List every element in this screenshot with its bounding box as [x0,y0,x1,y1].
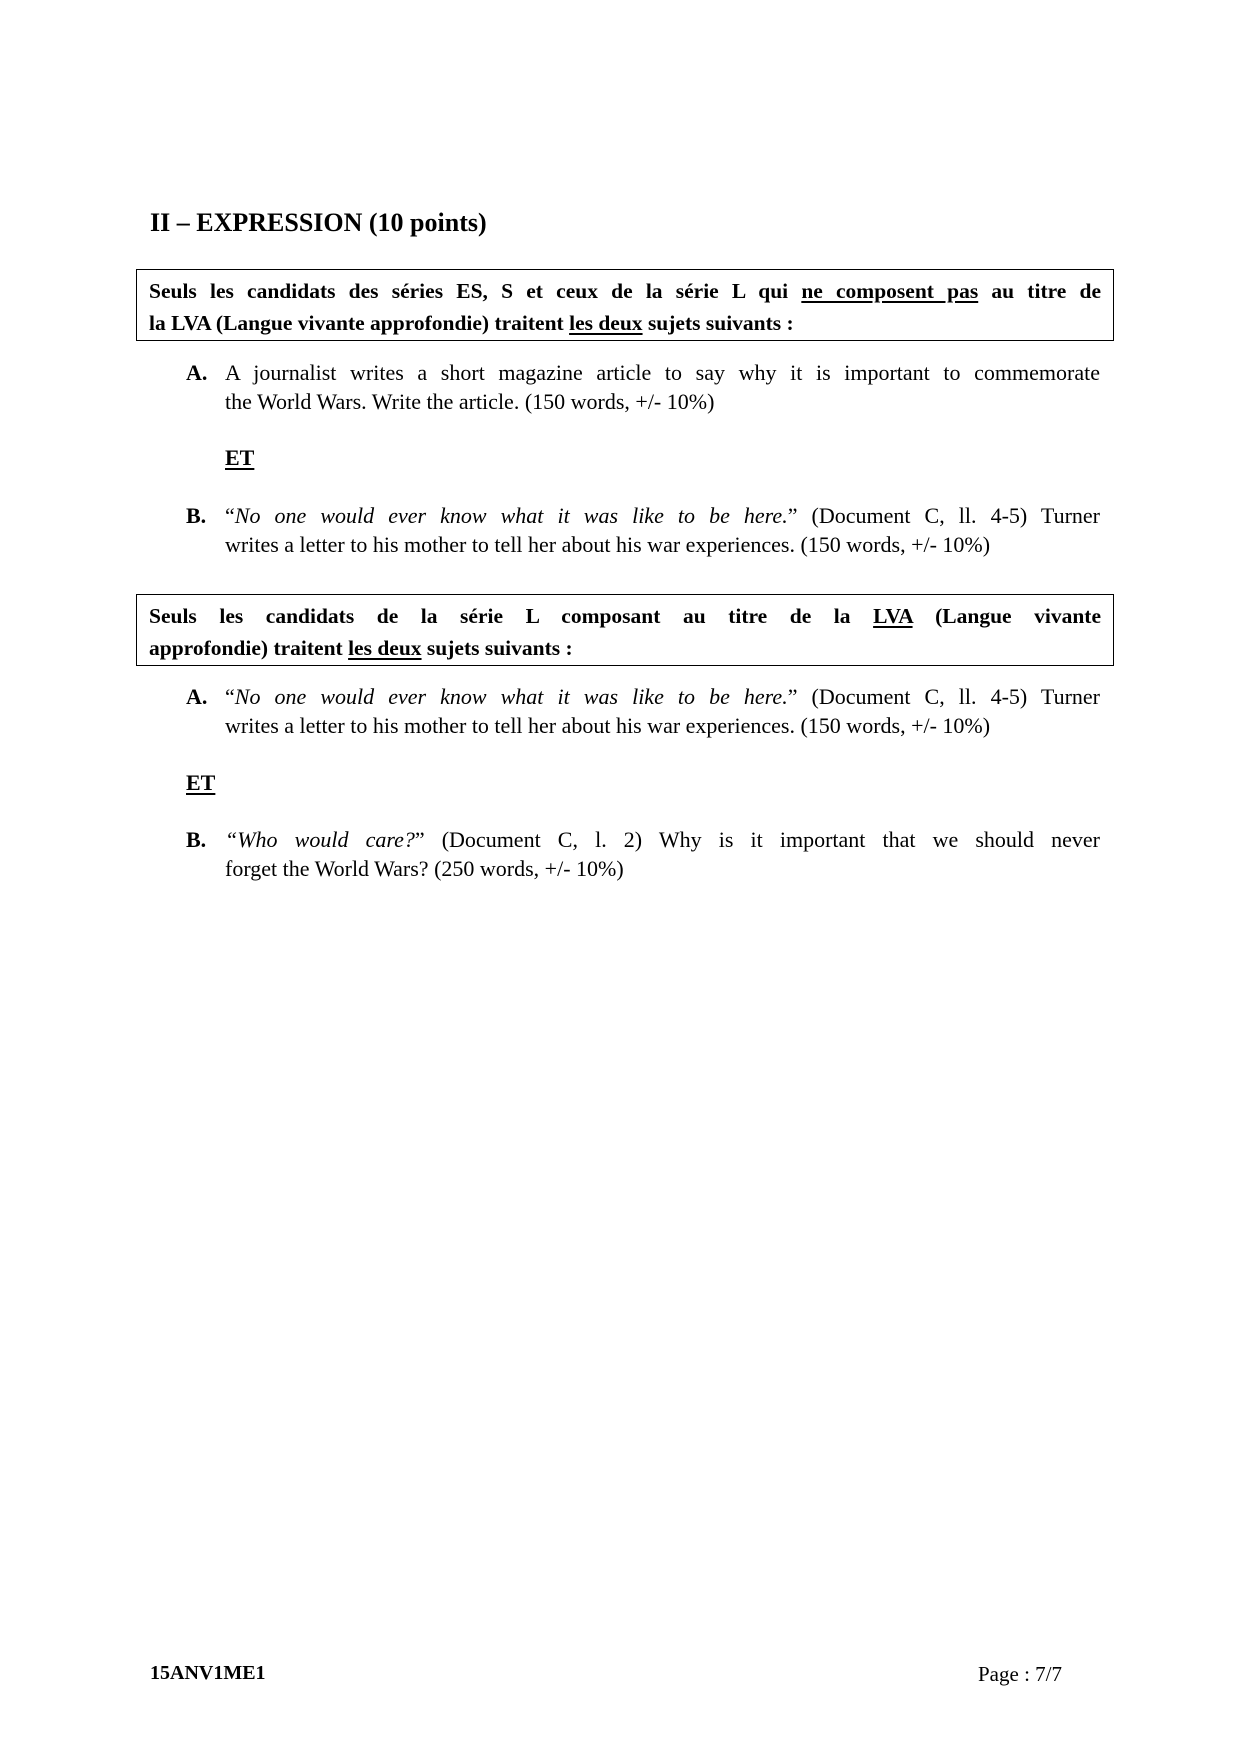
quote-text: “Who would care? [225,827,415,852]
subject-1a [186,359,1100,416]
underlined-lva: LVA [873,604,913,628]
page-number: Page : 7/7 [978,1662,1062,1686]
subject-text: A journalist writes a short magazine article to say why it is important to commemorate the World Wars. Write the article. (150 words, +/- 10%) [225,360,1100,414]
instruction-line-1: Seuls les candidats de la série L composant au titre de la LVA (Langue vivante [149,604,1101,628]
subject-2a [186,683,1100,740]
subject-1b [186,502,1100,559]
quote-text: No one would ever know what it was like to be here. [234,503,788,528]
subject-2b [186,826,1100,883]
section-title: II – EXPRESSION (10 points) [150,208,487,237]
subject-label: A. [186,360,208,385]
subject-label: B. [186,503,207,528]
et-separator-1: ET [225,445,255,470]
instruction-box-series-es-s-l [136,269,1114,341]
exam-code: 15ANV1ME1 [150,1662,266,1684]
underlined-ne-composent-pas: ne composent pas [801,279,979,303]
instruction-line-2: approfondie) traitent les deux sujets suivants : [149,636,573,660]
instruction-box-serie-l-lva [136,594,1114,666]
subject-label: B. [186,827,207,852]
instruction-line-2: la LVA (Langue vivante approfondie) traitent les deux sujets suivants : [149,311,794,335]
underlined-les-deux: les deux [348,636,422,660]
instruction-line-1: Seuls les candidats des séries ES, S et ceux de la série L qui ne composent pas au titre de [149,279,1101,303]
quote-text: No one would ever know what it was like to be here. [234,684,788,709]
subject-text: “Who would care?” (Document C, l. 2) Why is it important that we should never forget the World Wars? (250 words, +/- 10%) [225,827,1100,881]
subject-text: “No one would ever know what it was like to be here.” (Document C, ll. 4-5) Turner writes a letter to his mother to tell her about his war experiences. (150 words, +/- 10%) [225,684,1100,738]
underlined-les-deux: les deux [569,311,643,335]
subject-text: “No one would ever know what it was like to be here.” (Document C, ll. 4-5) Turner writes a letter to his mother to tell her about his war experiences. (150 words, +/- 10%) [225,503,1100,557]
et-separator-2: ET [186,770,216,795]
subject-label: A. [186,684,208,709]
